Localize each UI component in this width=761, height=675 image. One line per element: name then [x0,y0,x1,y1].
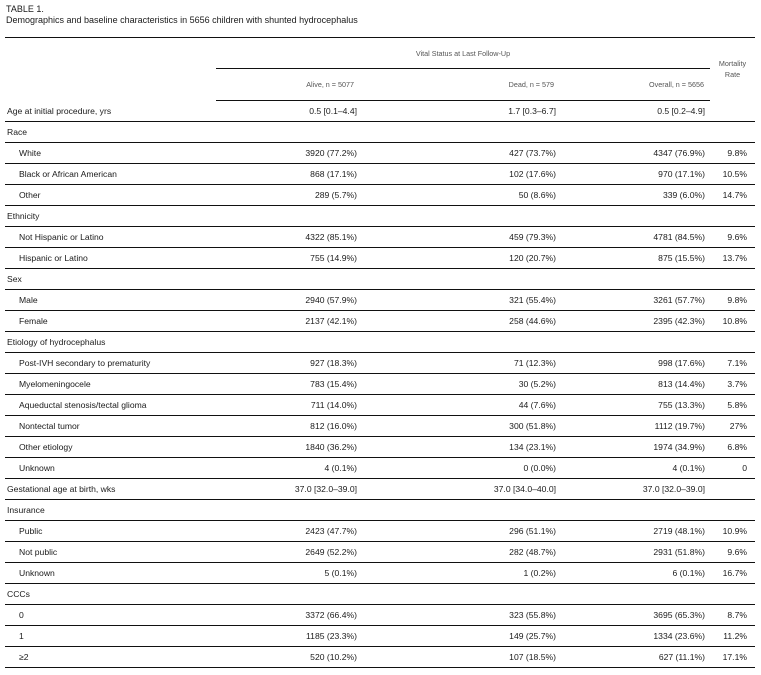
mortality-cell: 10.5% [710,164,755,185]
alive-cell: 2423 (47.7%) [216,521,360,542]
row-label: Black or African American [5,164,216,185]
table-row [5,416,755,437]
vital-status-header: Vital Status at Last Follow-Up [216,38,710,69]
mortality-cell [710,206,755,227]
row-label: Etiology of hydrocephalus [5,332,216,353]
table-row [5,542,755,563]
alive-cell: 3372 (66.4%) [216,605,360,626]
dead-cell: 296 (51.1%) [360,521,560,542]
alive-cell: 2649 (52.2%) [216,542,360,563]
table-row [5,626,755,647]
table-row [5,122,755,143]
overall-cell [560,584,710,605]
mortality-cell: 8.7% [710,605,755,626]
alive-cell: 37.0 [32.0–39.0] [216,479,360,500]
table-row [5,437,755,458]
mortality-cell: 6.8% [710,437,755,458]
row-label: 1 [5,626,216,647]
table-row [5,647,755,668]
dead-cell: 37.0 [34.0–40.0] [360,479,560,500]
table-row [5,353,755,374]
alive-cell: 868 (17.1%) [216,164,360,185]
alive-cell [216,500,360,521]
dead-cell: 30 (5.2%) [360,374,560,395]
dead-cell: 1 (0.2%) [360,563,560,584]
overall-cell: 4781 (84.5%) [560,227,710,248]
mortality-cell [710,332,755,353]
row-label: Sex [5,269,216,290]
table-row [5,500,755,521]
alive-cell [216,332,360,353]
dead-cell: 102 (17.6%) [360,164,560,185]
dead-cell [360,332,560,353]
alive-cell: 711 (14.0%) [216,395,360,416]
alive-cell: 3920 (77.2%) [216,143,360,164]
alive-cell: 755 (14.9%) [216,248,360,269]
mortality-cell: 9.8% [710,290,755,311]
overall-cell: 998 (17.6%) [560,353,710,374]
row-label: Nontectal tumor [5,416,216,437]
row-label: Other etiology [5,437,216,458]
overall-cell [560,500,710,521]
table-row [5,101,755,122]
mortality-cell: 13.7% [710,248,755,269]
row-label: Unknown [5,563,216,584]
overall-column-header: Overall, n = 5656 [560,69,710,101]
overall-cell: 6 (0.1%) [560,563,710,584]
table-row [5,479,755,500]
demographics-table [5,37,755,668]
overall-cell [560,332,710,353]
dead-cell: 44 (7.6%) [360,395,560,416]
alive-cell: 289 (5.7%) [216,185,360,206]
overall-cell: 4347 (76.9%) [560,143,710,164]
row-label: Male [5,290,216,311]
mortality-cell: 11.2% [710,626,755,647]
alive-cell: 4 (0.1%) [216,458,360,479]
row-label: Post-IVH secondary to prematurity [5,353,216,374]
table-label: TABLE 1. [6,4,44,14]
row-label: 0 [5,605,216,626]
row-label: White [5,143,216,164]
table-row [5,206,755,227]
row-label: Female [5,311,216,332]
mortality-cell: 9.8% [710,143,755,164]
row-label: ≥2 [5,647,216,668]
overall-cell [560,122,710,143]
row-label: Other [5,185,216,206]
overall-cell: 875 (15.5%) [560,248,710,269]
alive-cell: 4322 (85.1%) [216,227,360,248]
mortality-cell: 14.7% [710,185,755,206]
table-row [5,458,755,479]
mortality-cell: 27% [710,416,755,437]
table-row [5,521,755,542]
dead-cell: 323 (55.8%) [360,605,560,626]
overall-cell: 0.5 [0.2–4.9] [560,101,710,122]
row-label: Hispanic or Latino [5,248,216,269]
table-row [5,185,755,206]
dead-cell: 107 (18.5%) [360,647,560,668]
alive-cell: 1185 (23.3%) [216,626,360,647]
dead-cell: 459 (79.3%) [360,227,560,248]
row-label: Race [5,122,216,143]
overall-cell: 37.0 [32.0–39.0] [560,479,710,500]
alive-cell: 520 (10.2%) [216,647,360,668]
mortality-cell: 10.8% [710,311,755,332]
row-label: Age at initial procedure, yrs [5,101,216,122]
table-row [5,269,755,290]
dead-cell: 300 (51.8%) [360,416,560,437]
alive-cell: 0.5 [0.1–4.4] [216,101,360,122]
alive-cell: 2137 (42.1%) [216,311,360,332]
overall-cell: 339 (6.0%) [560,185,710,206]
overall-cell: 3695 (65.3%) [560,605,710,626]
mortality-cell: 5.8% [710,395,755,416]
overall-cell: 4 (0.1%) [560,458,710,479]
dead-cell: 427 (73.7%) [360,143,560,164]
mortality-cell: 9.6% [710,227,755,248]
table-row [5,248,755,269]
overall-cell: 2931 (51.8%) [560,542,710,563]
row-label: CCCs [5,584,216,605]
mortality-cell [710,122,755,143]
dead-cell: 149 (25.7%) [360,626,560,647]
overall-cell: 813 (14.4%) [560,374,710,395]
row-label: Myelomeningocele [5,374,216,395]
alive-cell [216,122,360,143]
mortality-cell [710,500,755,521]
row-label: Not public [5,542,216,563]
overall-cell: 970 (17.1%) [560,164,710,185]
alive-cell: 927 (18.3%) [216,353,360,374]
dead-column-header: Dead, n = 579 [360,69,560,101]
mortality-cell: 3.7% [710,374,755,395]
dead-cell: 0 (0.0%) [360,458,560,479]
alive-cell: 2940 (57.9%) [216,290,360,311]
table-row [5,290,755,311]
dead-cell [360,269,560,290]
mortality-header-line-2: Rate [724,70,741,80]
overall-cell [560,269,710,290]
table-row [5,164,755,185]
overall-cell: 3261 (57.7%) [560,290,710,311]
mortality-cell: 16.7% [710,563,755,584]
mortality-rate-header [710,38,755,101]
alive-cell: 5 (0.1%) [216,563,360,584]
overall-cell: 2719 (48.1%) [560,521,710,542]
overall-cell: 2395 (42.3%) [560,311,710,332]
dead-cell: 321 (55.4%) [360,290,560,311]
overall-cell: 1334 (23.6%) [560,626,710,647]
alive-cell: 1840 (36.2%) [216,437,360,458]
dead-cell [360,500,560,521]
mortality-cell: 0 [710,458,755,479]
table-row [5,227,755,248]
mortality-cell [710,101,755,122]
row-label: Unknown [5,458,216,479]
dead-cell: 1.7 [0.3–6.7] [360,101,560,122]
row-label: Insurance [5,500,216,521]
row-label: Ethnicity [5,206,216,227]
table-row [5,311,755,332]
mortality-header-line-1: Mortality [718,59,747,69]
dead-cell: 282 (48.7%) [360,542,560,563]
dead-cell: 71 (12.3%) [360,353,560,374]
table-body [5,101,755,668]
dead-cell [360,122,560,143]
mortality-cell [710,479,755,500]
dead-cell: 120 (20.7%) [360,248,560,269]
table-row [5,143,755,164]
alive-cell: 783 (15.4%) [216,374,360,395]
table-title: Demographics and baseline characteristics in 5656 children with shunted hydrocephalus [6,15,358,25]
mortality-cell [710,269,755,290]
alive-cell [216,206,360,227]
overall-cell: 627 (11.1%) [560,647,710,668]
table-row [5,332,755,353]
overall-cell: 755 (13.3%) [560,395,710,416]
alive-cell [216,584,360,605]
alive-cell [216,269,360,290]
table-row [5,374,755,395]
overall-cell: 1974 (34.9%) [560,437,710,458]
row-label: Public [5,521,216,542]
mortality-cell [710,584,755,605]
table-row [5,605,755,626]
table-row [5,395,755,416]
mortality-cell: 9.6% [710,542,755,563]
header-label-cell [5,38,216,101]
table-row [5,563,755,584]
dead-cell: 134 (23.1%) [360,437,560,458]
overall-cell: 1112 (19.7%) [560,416,710,437]
dead-cell: 258 (44.6%) [360,311,560,332]
row-label: Aqueductal stenosis/tectal glioma [5,395,216,416]
table-caption [6,4,358,26]
mortality-cell: 7.1% [710,353,755,374]
dead-cell [360,584,560,605]
overall-cell [560,206,710,227]
table-header [5,38,755,101]
table-row [5,584,755,605]
mortality-cell: 10.9% [710,521,755,542]
mortality-cell: 17.1% [710,647,755,668]
alive-cell: 812 (16.0%) [216,416,360,437]
dead-cell [360,206,560,227]
row-label: Gestational age at birth, wks [5,479,216,500]
dead-cell: 50 (8.6%) [360,185,560,206]
alive-column-header: Alive, n = 5077 [216,69,360,101]
row-label: Not Hispanic or Latino [5,227,216,248]
